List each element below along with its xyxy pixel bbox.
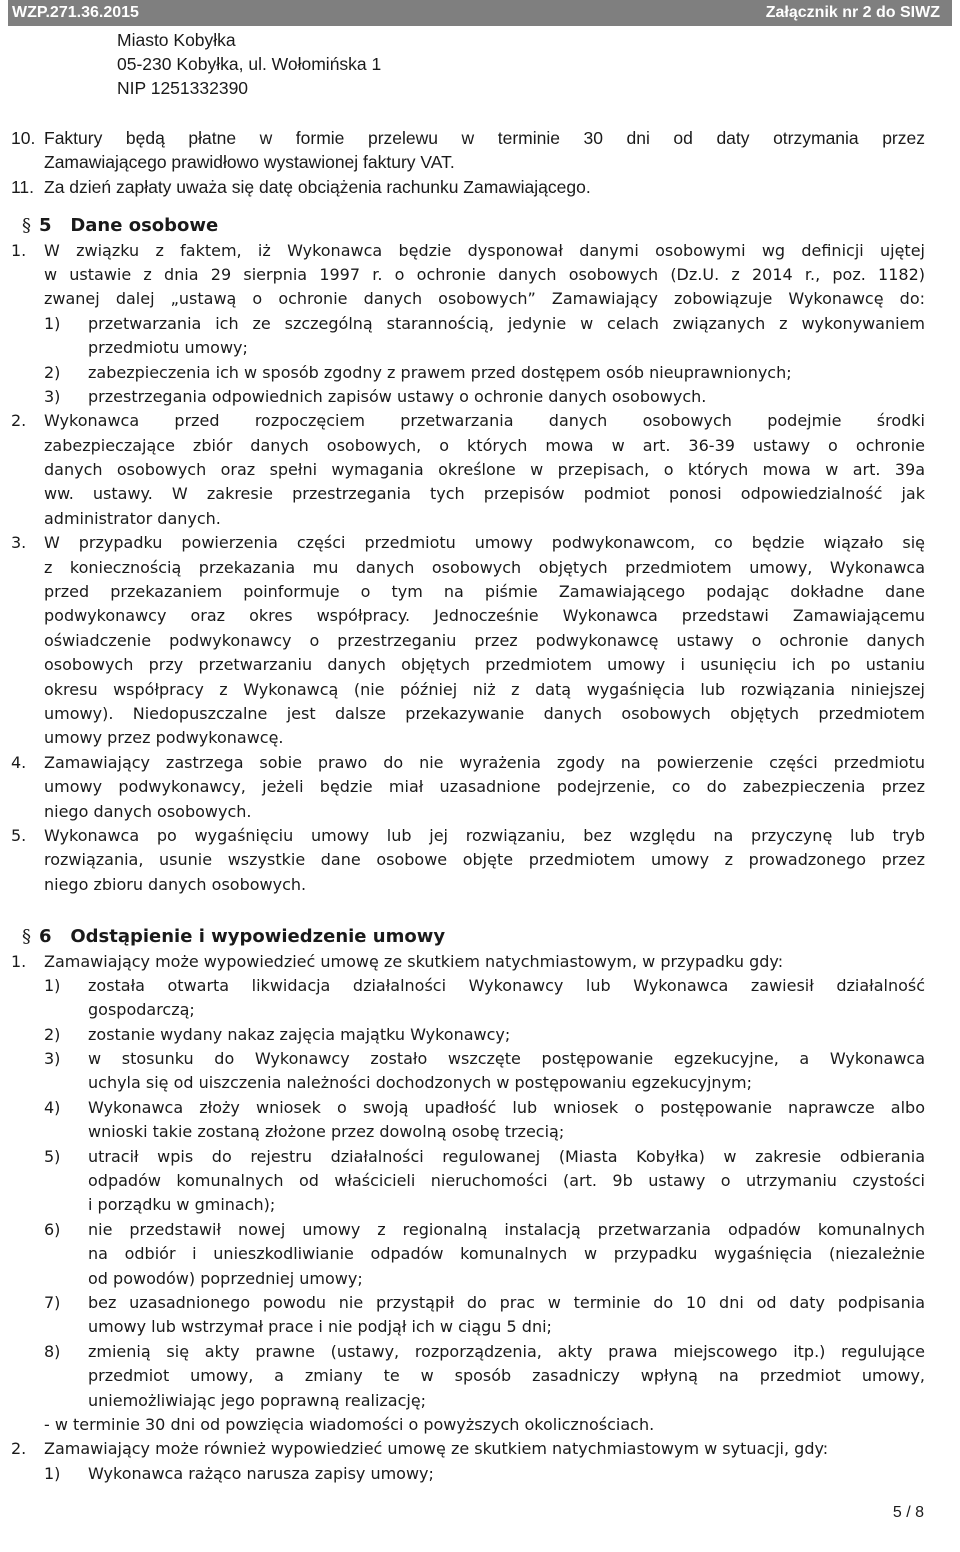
list-item: 1. W związku z faktem, iż Wykonawca będzie dysponował danymi osobowymi wg definicji ujętej xyxy=(11,240,925,260)
list-item: 3. W przypadku powierzenia części przedmiotu umowy podwykonawcom, co będzie wiązało się xyxy=(11,533,925,553)
section-heading: § 6 Odstąpienie i wypowiedzenie umowy xyxy=(22,926,446,948)
list-item: 1. Zamawiający może wypowiedzieć umowę ze skutkiem natychmiastowym, w przypadku gdy: xyxy=(11,951,784,971)
reference-number: WZP.271.36.2015 xyxy=(12,4,139,21)
list-item: 1) przetwarzania ich ze szczególną starannością, jedynie w celach związanych z wykonywaniem xyxy=(44,313,925,333)
list-item: 1) Wykonawca rażąco narusza zapisy umowy; xyxy=(44,1463,434,1483)
issuer-block xyxy=(117,28,381,100)
list-item: 2) zabezpieczenia ich w sposób zgodny z prawem przed dostępem osób nieuprawnionych; xyxy=(44,362,792,382)
list-item: 4) Wykonawca złoży wniosek o swoją upadłość lub wniosek o postępowanie naprawcze albo xyxy=(44,1097,925,1117)
attachment-label: Załącznik nr 2 do SIWZ xyxy=(765,4,940,21)
top-header-bar xyxy=(8,0,952,26)
section-heading: § 5 Dane osobowe xyxy=(22,215,219,237)
list-item: 5) utracił wpis do rejestru działalności regulowanej (Miasta Kobyłka) w zakresie odbierania xyxy=(44,1146,925,1166)
list-item: 3) w stosunku do Wykonawcy zostało wszczęte postępowanie egzekucyjne, a Wykonawca xyxy=(44,1049,925,1069)
list-item: 4. Zamawiający zastrzega sobie prawo do nie wyrażenia zgody na powierzenie części przedmiotu xyxy=(11,752,925,772)
closing-note: - w terminie 30 dni od powzięcia wiadomości o powyższych okolicznościach. xyxy=(44,1414,655,1434)
list-item: 3) przestrzegania odpowiednich zapisów ustawy o ochronie danych osobowych. xyxy=(44,386,707,406)
list-item: 2. Zamawiający może również wypowiedzieć umowę ze skutkiem natychmiastowym w sytuacji, gdy: xyxy=(11,1439,829,1459)
list-item: 2) zostanie wydany nakaz zajęcia majątku Wykonawcy; xyxy=(44,1024,511,1044)
issuer-nip: NIP 1251332390 xyxy=(117,78,249,98)
page-number: 5 / 8 xyxy=(892,1504,924,1521)
document-body: 10. Faktury będą płatne w formie przelewu w terminie 30 dni od daty otrzymania przez Zamawiającego prawidłowo wystawionej faktury VAT. 11. Za dzień zapłaty uważa się datę obciążenia rachunku Zamawiającego. § 5 Dane osobowe 1. W związku z faktem, iż Wykonawca będzie dysponował danymi osobowymi wg definicji ujętej w ustawie z dnia 29 sierpnia 1997 r. o ochronie danych osobowych (Dz.U. z 2014 r., poz. 1182) zwanej dalej „ustawą o ochronie danych osobowych” Zamawiający zobowiązuje Wykonawcę do: 1) przetwarzania ich ze szczególną starannością, jedynie w celach związanych z wykonywaniem przedmiotu umowy; 2) zabezpieczenia ich w sposób zgodny z prawem przed dostępem osób nieuprawnionych; 3) przestrzegania odpowiednich zapisów ustawy o ochronie danych osobowych. 2. Wykonawca przed rozpoczęciem przetwarzania danych osobowych podejmie środki zabezpieczające zbiór danych osobowych, o których mowa w art. 36-39 ustawy o ochronie danych osobowych oraz spełni wymagania określone w przepisach, o których mowa w art. 39a ww. ustawy. W zakresie przestrzegania tych przepisów podmiot ponosi odpowiedzialność jak administrator danych. 3. W przypadku powierzenia części przedmiotu umowy podwykonawcom, co będzie wiązało się z koniecznością przekazania mu danych osobowych objętych przedmiotem umowy, Wykonawca przed przekazaniem poinformuje o tym na piśmie Zamawiającego podając dokładne dane podwykonawcy oraz okres współpracy. Jednocześnie Wykonawca przedstawi Zamawiającemu oświadczenie podwykonawcy o przestrzeganiu przez podwykonawcę ustawy o ochronie danych osobowych przy przetwarzaniu danych objętych przedmiotem umowy i usunięciu ich po ustaniu okresu współpracy z Wykonawcą (nie później niż z datą wygaśnięcia lub rozwiązania niniejszej umowy). Niedopuszczalne jest dalsze przekazywanie danych osobowych objętych przedmiotem umowy przez podwykonawcę. 4. Zamawiający zastrzega sobie prawo do nie wyrażenia zgody na powierzenie części przedmiotu umowy podwykonawcy, jeżeli będzie miał uzasadnione podejrzenie, co do zabezpieczenia przez niego danych osobowych. 5. Wykonawca po wygaśnięciu umowy lub jej rozwiązaniu, bez względu na przyczynę lub tryb rozwiązania, usunie wszystkie dane osobowe objęte przedmiotem umowy z prowadzonego przez niego zbioru danych osobowych. § 6 Odstąpienie i wypowiedzenie umowy 1. Zamawiający może wypowiedzieć umowę ze skutkiem natychmiastowym, w przypadku gdy: 1) została otwarta likwidacja działalności Wykonawcy lub Wykonawca zawiesił działalność gospodarczą; 2) zostanie wydany nakaz zajęcia majątku Wykonawcy; 3) w stosunku do Wykonawcy zostało wszczęte postępowanie egzekucyjne, a Wykonawca uchyla się od uiszczenia należności dochodzonych w postępowaniu egzekucyjnym; 4) Wykonawca złoży wniosek o swoją upadłość lub wniosek o postępowanie naprawcze albo wnioski takie zostaną złożone przez dowolną osobę trzecią; 5) utracił wpis do rejestru działalności regulowanej (Miasta Kobyłka) w zakresie odbierania odpadów komunalnych od właścicieli nieruchomości (art. 9b ustawy o utrzymaniu czystości i porządku w gminach); 6) nie przedstawił nowej umowy z regionalną instalacją przetwarzania odpadów komunalnych na odbiór i unieszkodliwianie odpadów komunalnych w przypadku wygaśnięcia (niezależnie od powodów) poprzedniej umowy; 7) bez uzasadnionego powodu nie przystąpił do prac w terminie do 10 dni od daty podpisania umowy lub wstrzymał prace i nie podjął ich w ciągu 5 dni; 8) zmienią się akty prawne (ustawy, rozporządzenia, akty prawa miejscowego itp.) regulujące przedmiot umowy, a zmiany te w sposób zasadniczy wpłyną na przedmiot umowy, uniemożliwiając jego poprawną realizację; - w terminie 30 dni od powzięcia wiadomości o powyższych okolicznościach. 2. Zamawiający może również wypowiedzieć umowę ze skutkiem natychmiastowym w sytuacji, gdy: 1) Wykonawca rażąco narusza zapisy umowy; xyxy=(0,126,960,1486)
list-item: 2. Wykonawca przed rozpoczęciem przetwarzania danych osobowych podejmie środki xyxy=(11,411,925,431)
list-item: 10. Faktury będą płatne w formie przelewu w terminie 30 dni od daty otrzymania przez xyxy=(11,128,925,148)
list-item: 6) nie przedstawił nowej umowy z regionalną instalacją przetwarzania odpadów komunalnych xyxy=(44,1219,925,1239)
list-item: 7) bez uzasadnionego powodu nie przystąpił do prac w terminie do 10 dni od daty podpisania xyxy=(44,1292,925,1312)
issuer-address: 05-230 Kobyłka, ul. Wołomińska 1 xyxy=(117,54,382,74)
list-item: 1) została otwarta likwidacja działalności Wykonawcy lub Wykonawca zawiesił działalność xyxy=(44,975,925,995)
list-item: 11. Za dzień zapłaty uważa się datę obciążenia rachunku Zamawiającego. xyxy=(11,176,591,197)
list-item: 5. Wykonawca po wygaśnięciu umowy lub jej rozwiązaniu, bez względu na przyczynę lub tryb xyxy=(11,825,925,845)
issuer-name: Miasto Kobyłka xyxy=(117,30,236,50)
list-item: 8) zmienią się akty prawne (ustawy, rozporządzenia, akty prawa miejscowego itp.) regulujące xyxy=(44,1341,925,1361)
